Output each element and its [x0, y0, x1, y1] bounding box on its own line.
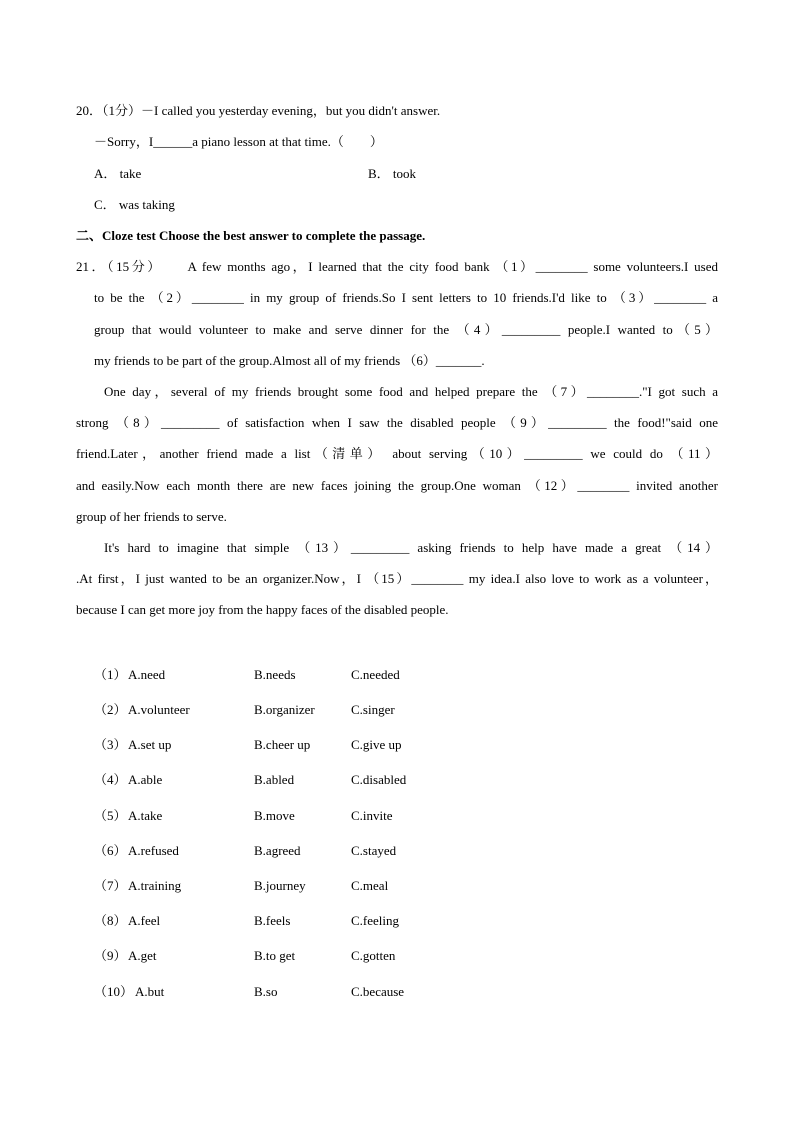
option-c: C.feeling: [351, 913, 400, 928]
q21-p2-line4: and easily.Now each month there are new faces joining the group.One woman （12）________ invited another: [76, 478, 718, 493]
option-c: C.stayed: [351, 843, 397, 858]
option-a: A.feel: [128, 913, 161, 928]
option-number: （7）: [94, 878, 127, 893]
option-a: A.take: [128, 808, 163, 823]
option-c: C.give up: [351, 737, 402, 752]
option-number: （9）: [94, 948, 127, 963]
option-a: A.get: [128, 948, 157, 963]
option-b: B.needs: [254, 667, 296, 682]
q21-p2-line2: strong （8）_________ of satisfaction when I saw the disabled people （9）_________ the food!"said one: [76, 415, 718, 430]
option-c: C.singer: [351, 702, 395, 717]
option-c: C.disabled: [351, 772, 407, 787]
q20-option-a: A． take: [94, 166, 142, 181]
q21-p1-line4: my friends to be part of the group.Almost all of my friends （6）_______.: [94, 353, 485, 368]
option-number: （5）: [94, 808, 127, 823]
option-c: C.meal: [351, 878, 389, 893]
option-c: C.because: [351, 984, 405, 999]
option-a: A.able: [128, 772, 163, 787]
option-a: A.refused: [128, 843, 179, 858]
option-b: B.agreed: [254, 843, 301, 858]
q20-stem-line2: －Sorry，I______a piano lesson at that time.（ ）: [94, 134, 383, 149]
option-c: C.needed: [351, 667, 400, 682]
option-a: A.set up: [128, 737, 172, 752]
option-b: B.journey: [254, 878, 306, 893]
q20-option-c: C． was taking: [94, 197, 175, 212]
option-c: C.gotten: [351, 948, 396, 963]
q20-stem-line1: 20．（1分）－I called you yesterday evening，but you didn't answer.: [76, 103, 441, 118]
q21-p3-line2: .At first，I just wanted to be an organizer.Now，I （15）________ my idea.I also love to work as a volunteer，: [76, 571, 718, 586]
option-c: C.invite: [351, 808, 393, 823]
option-b: B.move: [254, 808, 295, 823]
option-b: B.abled: [254, 772, 295, 787]
option-b: B.organizer: [254, 702, 315, 717]
option-number: （8）: [94, 913, 127, 928]
option-number: （10）: [94, 984, 134, 999]
q21-p2-line3: friend.Later，another friend made a list（清单） about serving（10）_________ we could do （11）: [76, 446, 718, 461]
section-heading: 二、Cloze test Choose the best answer to complete the passage.: [76, 228, 426, 243]
q21-p3-line3: because I can get more joy from the happy faces of the disabled people.: [76, 602, 449, 617]
q21-p3-line1: It's hard to imagine that simple （13）_________ asking friends to help have made a great （14）: [104, 540, 718, 555]
q21-p2-line1: One day，several of my friends brought some food and helped prepare the （7）________."I got such a: [104, 384, 718, 399]
q21-p1-line1: 21．（15分） A few months ago，I learned that the city food bank （1）________ some volunteers.I used: [76, 259, 718, 274]
option-b: B.cheer up: [254, 737, 311, 752]
q21-p1-line2: to be the （2）________ in my group of friends.So I sent letters to 10 friends.I'd like to （3）________ a: [94, 290, 718, 305]
option-b: B.so: [254, 984, 278, 999]
option-b: B.feels: [254, 913, 291, 928]
q21-p2-line5: group of her friends to serve.: [76, 509, 227, 524]
option-a: A.volunteer: [128, 702, 190, 717]
option-number: （4）: [94, 772, 127, 787]
option-a: A.but: [135, 984, 165, 999]
option-a: A.need: [128, 667, 166, 682]
q20-option-b: B． took: [368, 166, 417, 181]
option-number: （3）: [94, 737, 127, 752]
option-number: （6）: [94, 843, 127, 858]
option-number: （1）: [94, 667, 127, 682]
q21-p1-line3: group that would volunteer to make and serve dinner for the （4）_________ people.I wanted to（5）: [94, 322, 718, 337]
option-number: （2）: [94, 702, 127, 717]
option-b: B.to get: [254, 948, 296, 963]
option-a: A.training: [128, 878, 182, 893]
